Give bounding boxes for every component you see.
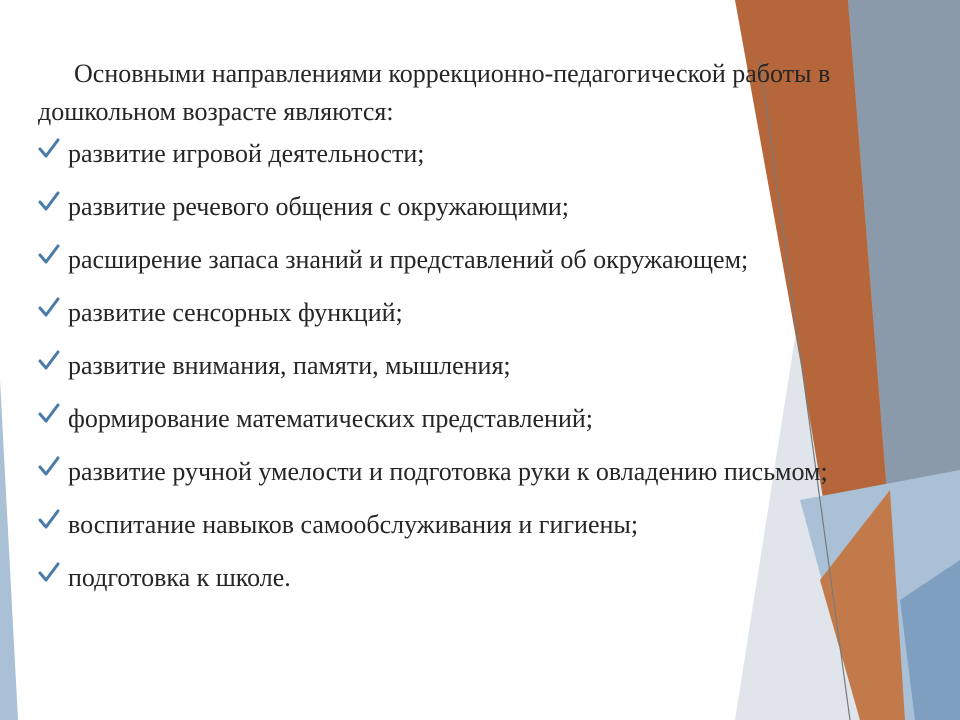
checkmark-icon <box>38 456 60 478</box>
checkmark-icon <box>38 297 60 319</box>
list-item-text: развитие внимания, памяти, мышления; <box>68 351 511 380</box>
list-item-text: развитие речевого общения с окружающими; <box>68 192 569 221</box>
checkmark-icon <box>38 191 60 213</box>
list-item <box>38 506 878 543</box>
list-item <box>38 347 878 384</box>
list-item-text: развитие сенсорных функций; <box>68 298 403 327</box>
left-blue-band <box>0 380 18 720</box>
checkmark-icon <box>38 509 60 531</box>
checkmark-icon <box>38 138 60 160</box>
list-item-text: воспитание навыков самообслуживания и гигиены; <box>68 510 639 539</box>
list-item-text: подготовка к школе. <box>68 563 291 592</box>
slide-content <box>38 55 878 612</box>
list-item <box>38 453 878 490</box>
list-item-text: развитие игровой деятельности; <box>68 139 425 168</box>
list-item-text: расширение запаса знаний и представлений об окружающем; <box>68 245 749 274</box>
checkmark-icon <box>38 350 60 372</box>
checkmark-icon <box>38 562 60 584</box>
list-item <box>38 559 878 596</box>
checkmark-icon <box>38 244 60 266</box>
list-item <box>38 400 878 437</box>
list-item <box>38 294 878 331</box>
intro-paragraph: Основными направлениями коррекционно-педагогической работы в дошкольном возрасте являются: <box>38 59 831 126</box>
list-item <box>38 135 878 172</box>
list-item <box>38 241 878 278</box>
list-item <box>38 188 878 225</box>
bullet-list <box>38 135 878 596</box>
list-item-text: формирование математических представлений; <box>68 404 593 433</box>
list-item-text: развитие ручной умелости и подготовка руки к овладению письмом; <box>68 457 828 486</box>
checkmark-icon <box>38 403 60 425</box>
